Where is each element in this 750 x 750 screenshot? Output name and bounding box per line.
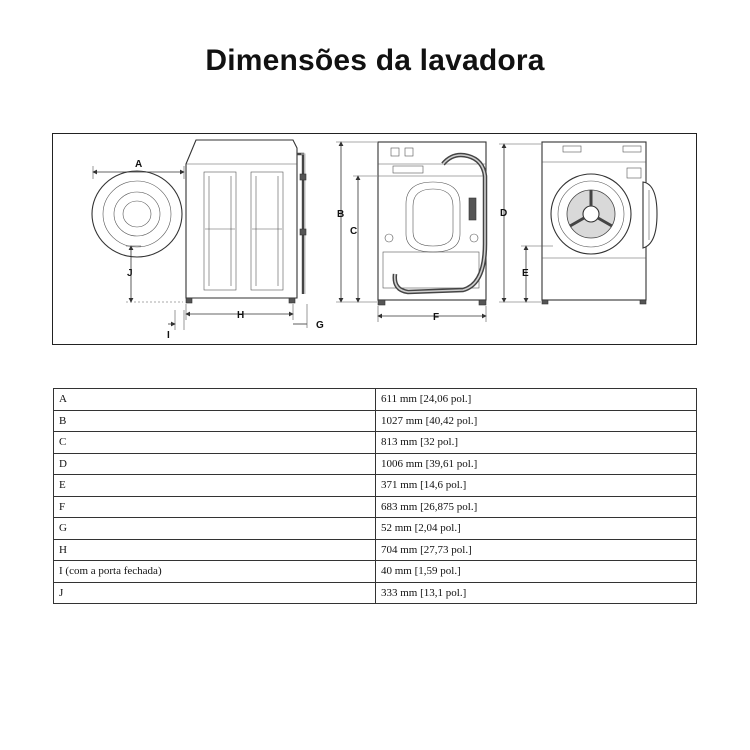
front-view xyxy=(499,142,657,304)
dimension-value: 40 mm [1,59 pol.] xyxy=(376,561,697,583)
label-i: I xyxy=(167,330,170,341)
side-view xyxy=(92,140,324,341)
dimension-value: 333 mm [13,1 pol.] xyxy=(376,582,697,604)
dimension-key: A xyxy=(54,389,376,411)
label-a: A xyxy=(135,159,143,170)
label-d: D xyxy=(500,208,508,219)
page-title: Dimensões da lavadora xyxy=(205,44,545,77)
dimensions-table xyxy=(53,388,697,604)
label-e: E xyxy=(522,268,529,279)
table-row xyxy=(54,453,697,475)
dimension-value: 371 mm [14,6 pol.] xyxy=(376,475,697,497)
label-h: H xyxy=(237,310,245,321)
label-j: J xyxy=(127,268,133,279)
table-row xyxy=(54,496,697,518)
washer-dimensions-diagram xyxy=(52,133,697,345)
rear-view xyxy=(336,142,486,323)
label-f: F xyxy=(433,312,440,323)
dimension-value: 52 mm [2,04 pol.] xyxy=(376,518,697,540)
table-row xyxy=(54,539,697,561)
table-row xyxy=(54,389,697,411)
dimension-key: H xyxy=(54,539,376,561)
dimension-key: G xyxy=(54,518,376,540)
table-row xyxy=(54,475,697,497)
label-c: C xyxy=(350,226,358,237)
table-row xyxy=(54,582,697,604)
dimension-value: 683 mm [26,875 pol.] xyxy=(376,496,697,518)
dimension-key: D xyxy=(54,453,376,475)
dimension-value: 813 mm [32 pol.] xyxy=(376,432,697,454)
dimension-key: C xyxy=(54,432,376,454)
table-row xyxy=(54,410,697,432)
dimension-value: 1027 mm [40,42 pol.] xyxy=(376,410,697,432)
dimension-key: I (com a porta fechada) xyxy=(54,561,376,583)
dimension-value: 611 mm [24,06 pol.] xyxy=(376,389,697,411)
table-row xyxy=(54,518,697,540)
dimension-value: 1006 mm [39,61 pol.] xyxy=(376,453,697,475)
dimension-key: F xyxy=(54,496,376,518)
label-g: G xyxy=(316,320,324,331)
table-row xyxy=(54,432,697,454)
table-row xyxy=(54,561,697,583)
label-b: B xyxy=(337,209,345,220)
dimension-value: 704 mm [27,73 pol.] xyxy=(376,539,697,561)
dimension-key: E xyxy=(54,475,376,497)
dimension-key: B xyxy=(54,410,376,432)
dimension-key: J xyxy=(54,582,376,604)
